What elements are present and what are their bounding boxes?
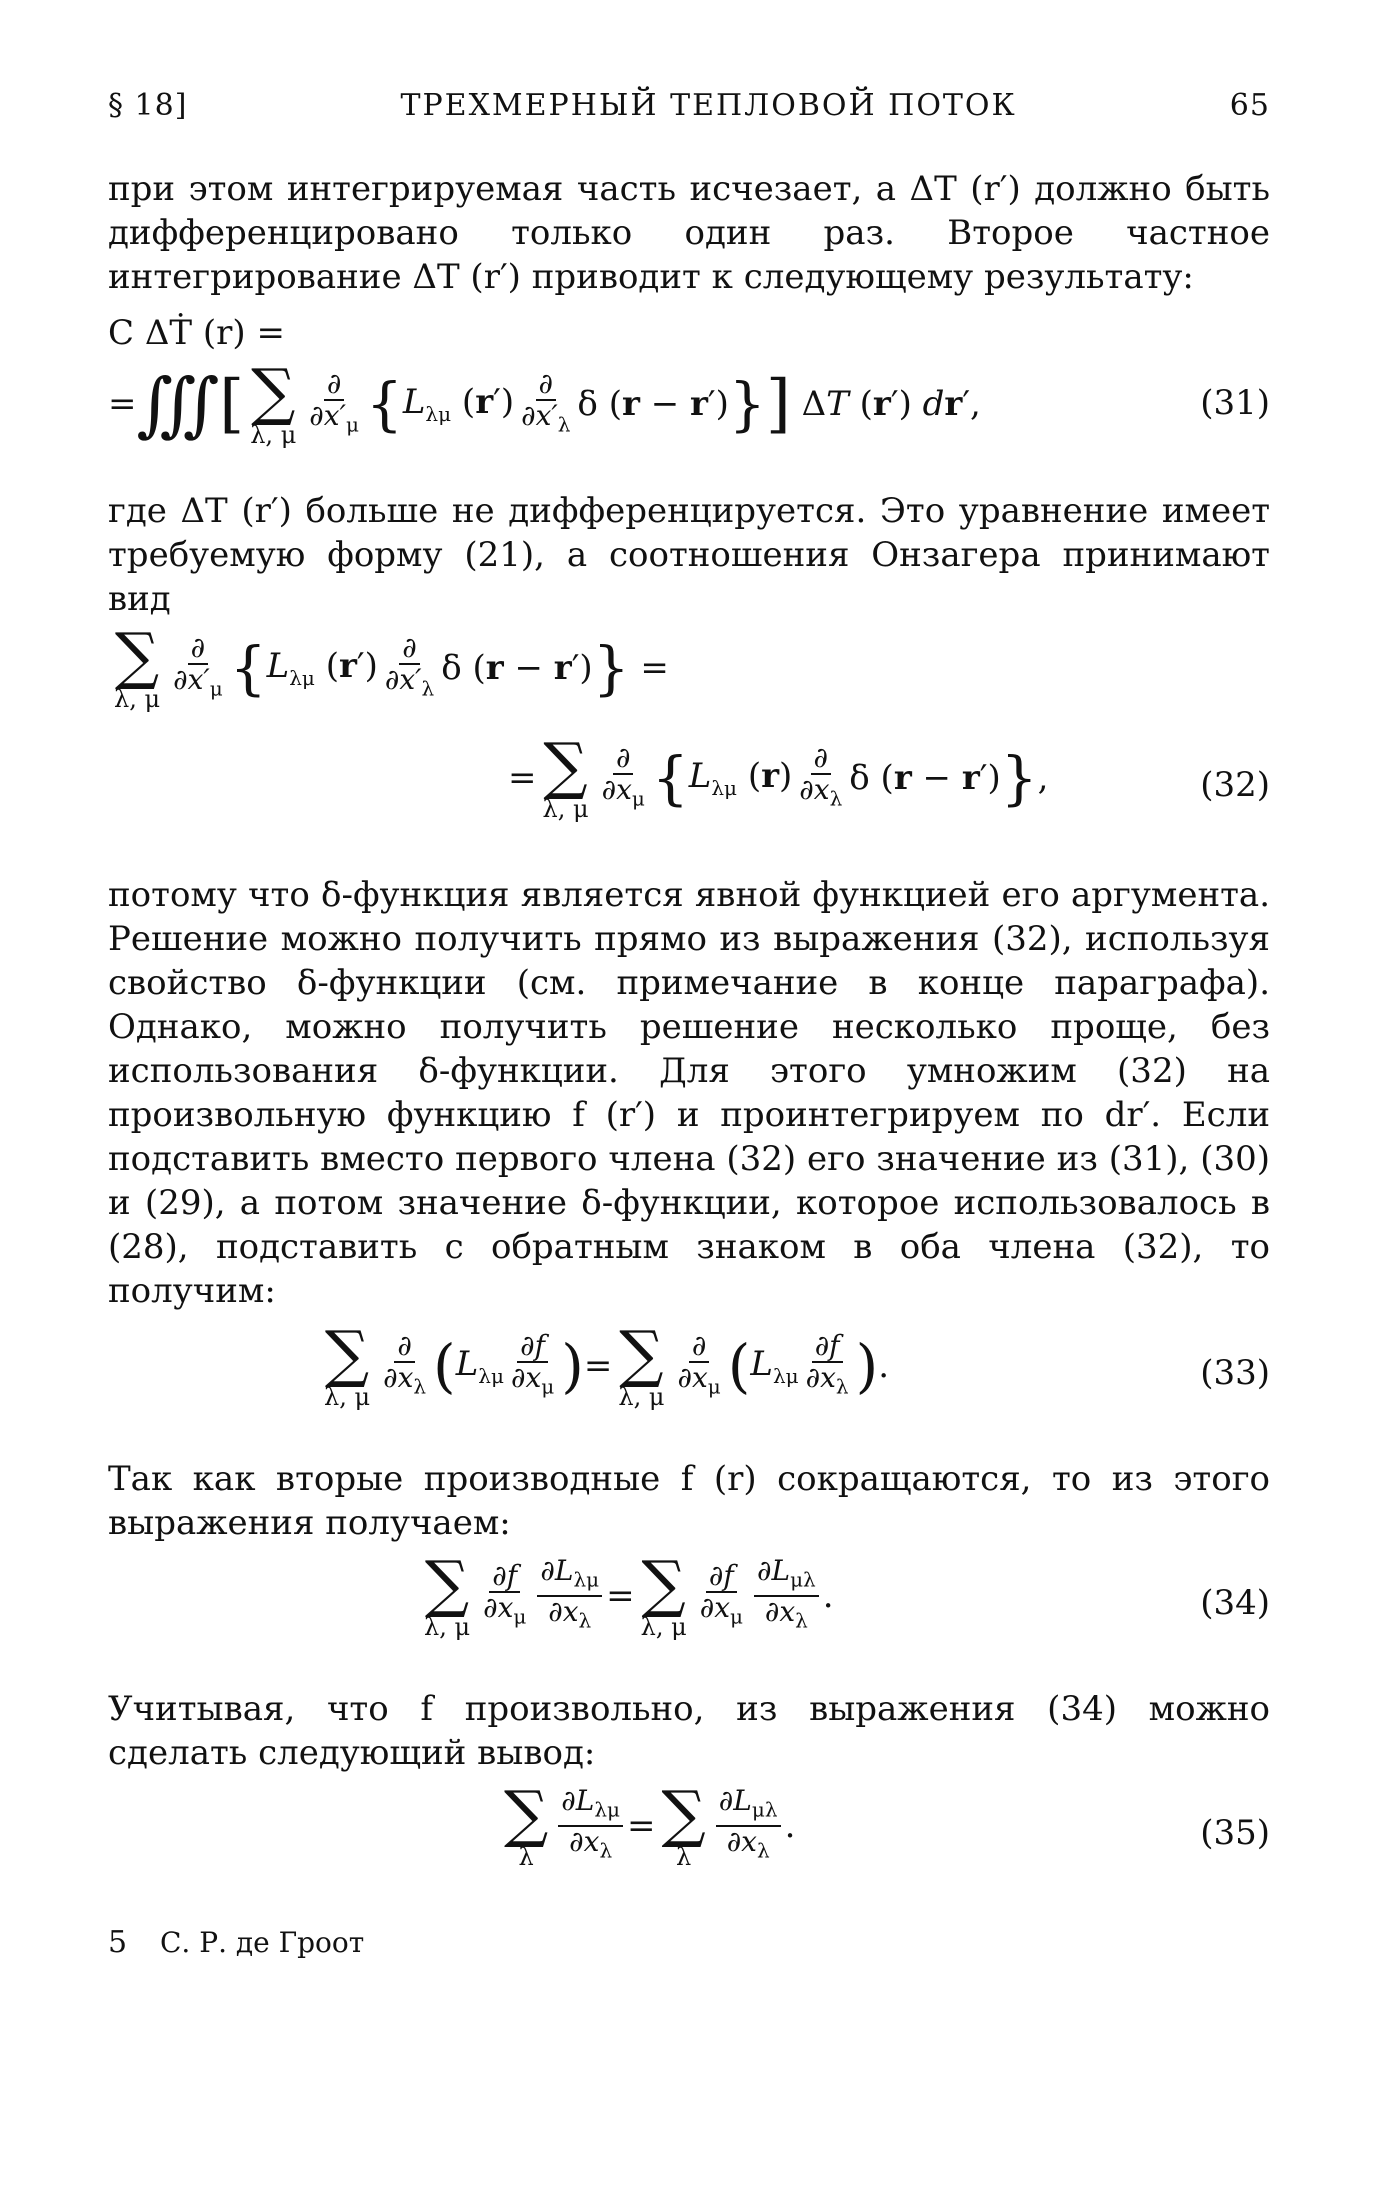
page-number: 65 — [1229, 88, 1270, 123]
paragraph-2: где ΔT (r′) больше не дифференцируется. Это уравнение имеет требуемую форму (21), а соотношения Онзагера принимают вид — [108, 491, 1270, 619]
equation-35: ∑ λ $\frac{\partial L_{\lambda\mu}}{\partial x_\lambda}$ = ∑ λ $\frac{\partial L_{\mu\lambda}}{\partial x_\lambda}$ . (35) — [504, 1777, 1270, 1871]
equation-34-number: (34) — [1200, 1583, 1270, 1623]
equation-32-rhs: = ∑ λ, μ $\frac{\partial}{\partial x_\mu}$ { $L_{\lambda\mu}$ (r) $\frac{\partial}{\partial x_\lambda}$ δ (r − r′) } , — [508, 729, 1049, 823]
page — [108, 88, 1270, 1960]
equation-32-number: (32) — [1200, 765, 1270, 805]
running-title: ТРЕХМЕРНЫЙ ТЕПЛОВОЙ ПОТОК — [400, 88, 1017, 123]
running-header — [108, 88, 1270, 123]
equation-31-lhs: C ΔṪ (r) = — [108, 313, 285, 353]
equation-32-lhs: ∑ λ, μ $\frac{\partial}{\partial x'_\mu}$ { $L_{\lambda\mu}$ (r′) $\frac{\partial}{\partial x'_\lambda}$ δ (r − r′) } = — [114, 619, 669, 713]
equation-35-number: (35) — [1200, 1813, 1270, 1853]
paragraph-5: Учитывая, что f произвольно, из выражения (34) можно сделать следующий вывод: — [108, 1689, 1270, 1773]
signature-mark: 5 — [108, 1925, 128, 1960]
section-marker: § 18] — [108, 88, 188, 123]
paragraph-1: при этом интегрируемая часть исчезает, а ΔT (r′) должно быть дифференцировано только один раз. Второе частное интегрирование ΔT (r′) приводит к следующему результату: — [108, 169, 1270, 297]
equation-34: ∑ λ, μ $\frac{\partial f}{\partial x_\mu}$ $\frac{\partial L_{\lambda\mu}}{\partial x_\lambda}$ = ∑ λ, μ $\frac{\partial f}{\partial x_\mu}$ $\frac{\partial L_{\mu\lambda}}{\partial x_\lambda}$ . (34) — [424, 1547, 1270, 1641]
equation-32 — [108, 619, 1270, 865]
equation-31-number: (31) — [1200, 383, 1270, 423]
paragraph-3: потому что δ-функция является явной функцией его аргумента. Решение можно получить прямо из выражения (32), используя свойство δ-функции (см. примечание в конце параграфа). Однако, можно получить решение несколько проще, без использования δ-функции. Для этого умножим (32) на произвольную функцию f (r′) и проинтегрируем по dr′. Если подставить вместо первого члена (32) его значение из (31), (30) и (29), а потом значение δ-функции, которое использовалось в (28), подставить с обратным знаком в оба члена (32), то получим: — [108, 875, 1270, 1311]
equation-31-rhs: = ∭ [ ∑ λ, μ $\frac{\partial}{\partial x'_\mu}$ { $L_{\lambda\mu}$ (r′) $\frac{\partial}{\partial x'_\lambda}$ δ (r − r′) } ] ΔT (r′) dr′, — [108, 355, 981, 449]
equation-33-number: (33) — [1200, 1353, 1270, 1393]
page-footer — [108, 1925, 1270, 1960]
equation-31 — [108, 313, 1270, 483]
paragraph-4: Так как вторые производные f (r) сокращаются, то из этого выражения получаем: — [108, 1459, 1270, 1543]
footer-author: С. Р. де Гроот — [160, 1926, 365, 1959]
equation-33: ∑ λ, μ $\frac{\partial}{\partial x_\lambda}$ ( $L_{\lambda\mu}$ $\frac{\partial f}{\partial x_\mu}$ ) = ∑ λ, μ $\frac{\partial}{\partial x_\mu}$ ( $L_{\lambda\mu}$ $\frac{\partial f}{\partial x_\lambda}$ ) . (33) — [324, 1317, 1270, 1411]
